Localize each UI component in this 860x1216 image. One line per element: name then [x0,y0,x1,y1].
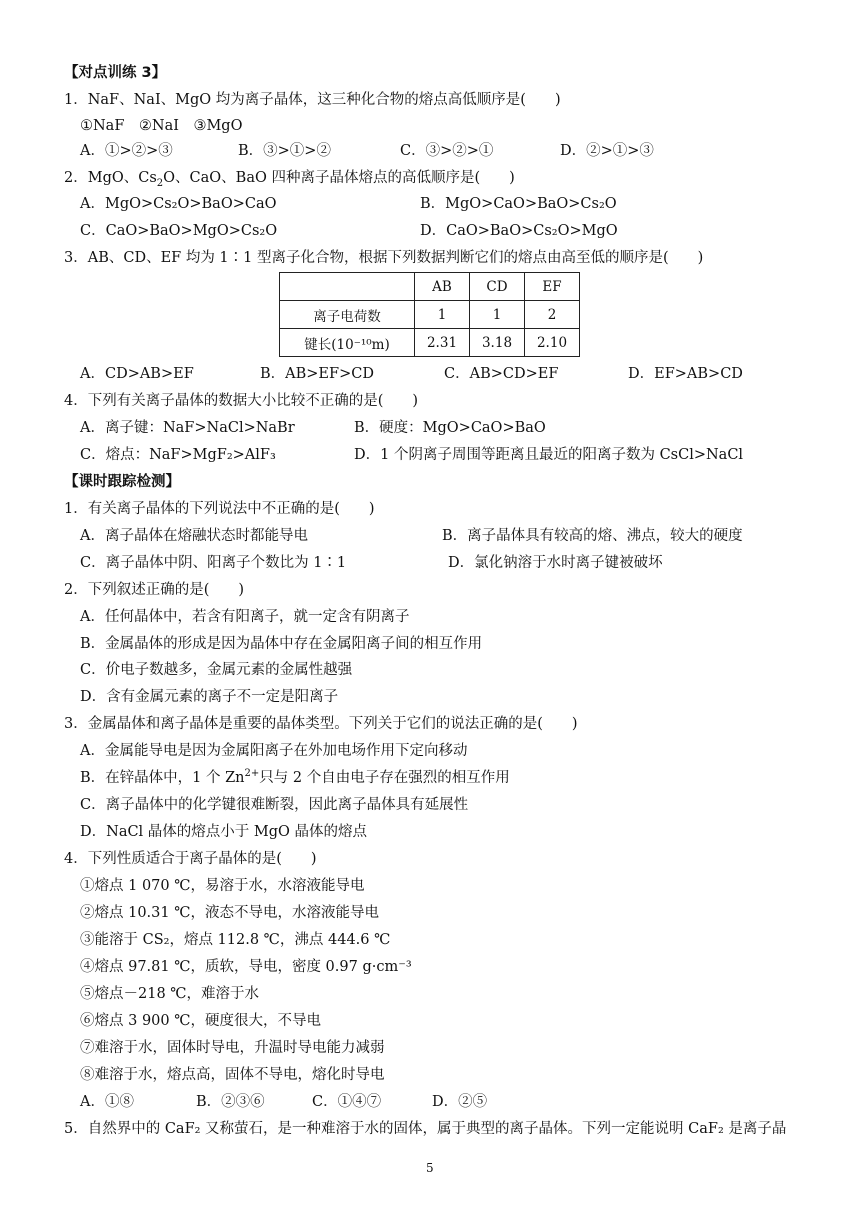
table-row [280,301,580,329]
question-4-stem: 4．下列有关离子晶体的数据大小比较不正确的是( ) [64,393,419,409]
test-question-4-stem: 4．下列性质适合于离子晶体的是( ) [64,851,317,867]
table-cell: 3.18 [470,329,525,357]
test-question-5-stem: 5．自然界中的 CaF₂ 又称萤石，是一种难溶于水的固体，属于典型的离子晶体。下列一定能说明 CaF₂ 是离子晶 [64,1121,787,1137]
question-1-option-b: B．③>①>② [238,143,331,159]
table-cell: 2 [525,301,580,329]
section-heading-practice: 【对点训练 3】 [64,65,167,81]
test-question-3-option-d: D．NaCl 晶体的熔点小于 MgO 晶体的熔点 [80,824,368,840]
test-question-1-option-a: A．离子晶体在熔融状态时都能导电 [80,528,308,544]
property-item-1: ①熔点 1 070 ℃，易溶于水，水溶液能导电 [80,878,365,894]
table-cell: 离子电荷数 [280,301,415,329]
test-question-2-option-d: D．含有金属元素的离子不一定是阳离子 [80,689,339,705]
test-question-1-option-b: B．离子晶体具有较高的熔、沸点，较大的硬度 [442,528,743,544]
test-question-3-stem: 3．金属晶体和离子晶体是重要的晶体类型。下列关于它们的说法正确的是( ) [64,716,578,732]
test-question-2-option-a: A．任何晶体中，若含有阳离子，就一定含有阴离子 [80,609,410,625]
question-4-option-b: B．硬度：MgO>CaO>BaO [354,420,546,436]
test-question-1-option-d: D．氯化钠溶于水时离子键被破坏 [448,555,663,571]
property-item-7: ⑦难溶于水，固体时导电，升温时导电能力减弱 [80,1040,385,1056]
table-row [280,273,580,301]
question-4-option-d: D．1 个阴离子周围等距离且最近的阳离子数为 CsCl>NaCl [354,447,744,463]
test-question-3-option-a: A．金属能导电是因为金属阳离子在外加电场作用下定向移动 [80,743,468,759]
table-header-cell: AB [415,273,470,301]
table-cell: 1 [470,301,525,329]
test-question-2-stem: 2．下列叙述正确的是( ) [64,582,245,598]
table-header-cell [280,273,415,301]
test-question-4-option-b: B．②③⑥ [196,1094,265,1110]
test-question-1-stem: 1．有关离子晶体的下列说法中不正确的是( ) [64,501,375,517]
property-item-6: ⑥熔点 3 900 ℃，硬度很大，不导电 [80,1013,321,1029]
test-question-3-option-b: B．在锌晶体中，1 个 $Zn^{2+}$只与 2 个自由电子存在强烈的相互作用 [80,768,510,786]
question-4-option-c: C．熔点：NaF>MgF₂>AlF₃ [80,447,276,463]
test-question-4-option-a: A．①⑧ [80,1094,134,1110]
question-1-items: ①NaF ②NaI ③MgO [80,118,243,134]
test-question-1-option-c: C．离子晶体中阴、阳离子个数比为 1∶1 [80,555,347,571]
question-2-option-a: A．MgO>Cs₂O>BaO>CaO [80,196,277,212]
table-cell: 键长(10⁻¹⁰m) [280,329,415,357]
question-2-option-b: B．MgO>CaO>BaO>Cs₂O [420,196,617,212]
question-3-option-a: A．CD>AB>EF [80,366,194,382]
test-question-4-option-d: D．②⑤ [432,1094,488,1110]
question-3-option-c: C．AB>CD>EF [444,366,559,382]
question-1-option-c: C．③>②>① [400,143,494,159]
property-item-5: ⑤熔点－218 ℃，难溶于水 [80,986,260,1002]
table-cell: 2.31 [415,329,470,357]
question-2-stem: 2．MgO、$Cs_2O$、CaO、BaO 四种离子晶体熔点的高低顺序是( ) [64,170,515,189]
test-question-2-option-b: B．金属晶体的形成是因为晶体中存在金属阳离子间的相互作用 [80,636,483,652]
property-item-4: ④熔点 97.81 ℃，质软，导电，密度 0.97 g·cm⁻³ [80,959,412,975]
table-cell: 2.10 [525,329,580,357]
page-number: 5 [426,1161,434,1175]
question-3-option-b: B．AB>EF>CD [260,366,374,382]
section-heading-tracking-test: 【课时跟踪检测】 [64,474,180,490]
test-question-2-option-c: C．价电子数越多，金属元素的金属性越强 [80,662,353,678]
question-3-stem: 3．AB、CD、EF 均为 1∶1 型离子化合物，根据下列数据判断它们的熔点由高至低的顺序是( ) [64,250,704,266]
table-row [280,329,580,357]
table-header-cell: EF [525,273,580,301]
question-4-option-a: A．离子键：NaF>NaCl>NaBr [80,420,295,436]
table-header-cell: CD [470,273,525,301]
property-item-3: ③能溶于 CS₂，熔点 112.8 ℃，沸点 444.6 ℃ [80,932,391,948]
test-question-4-option-c: C．①④⑦ [312,1094,382,1110]
question-1-option-a: A．①>②>③ [80,143,173,159]
question-3-option-d: D．EF>AB>CD [628,366,743,382]
table-cell: 1 [415,301,470,329]
question-1-stem: 1．NaF、NaI、MgO 均为离子晶体，这三种化合物的熔点高低顺序是( ) [64,92,561,108]
question-2-option-d: D．CaO>BaO>Cs₂O>MgO [420,223,618,239]
property-item-2: ②熔点 10.31 ℃，液态不导电，水溶液能导电 [80,905,379,921]
ionic-data-table [279,272,580,357]
question-1-option-d: D．②>①>③ [560,143,654,159]
test-question-3-option-c: C．离子晶体中的化学键很难断裂，因此离子晶体具有延展性 [80,797,469,813]
question-2-option-c: C．CaO>BaO>MgO>Cs₂O [80,223,278,239]
property-item-8: ⑧难溶于水，熔点高，固体不导电，熔化时导电 [80,1067,385,1083]
